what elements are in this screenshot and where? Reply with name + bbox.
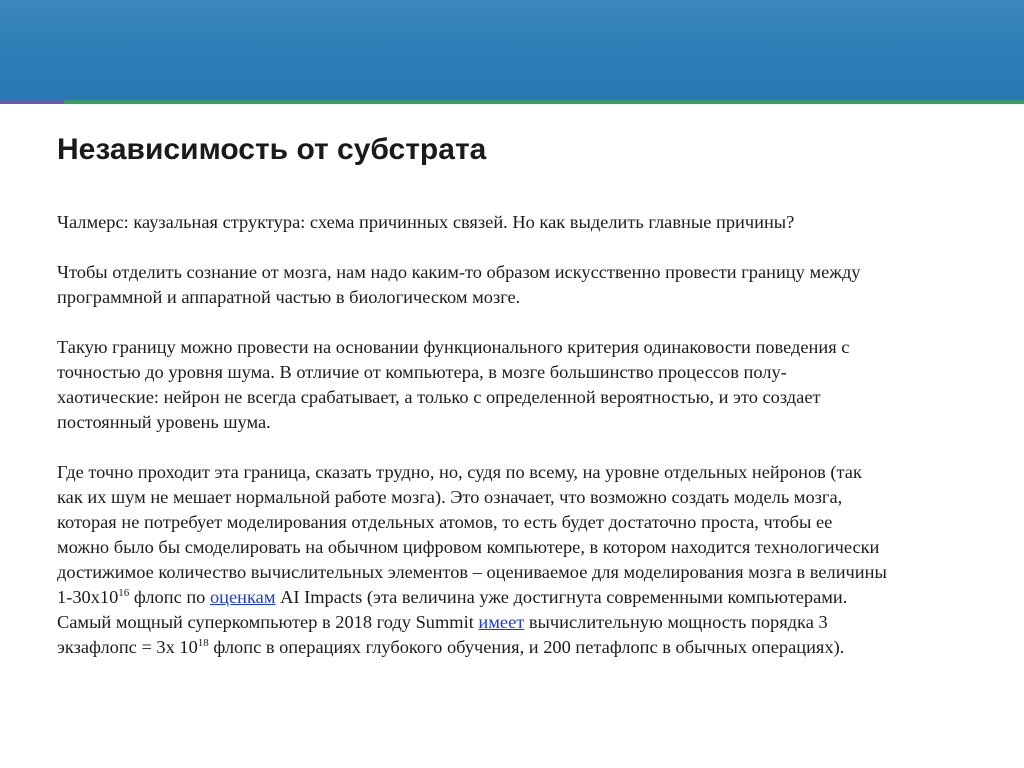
- slide-title: Независимость от субстрата: [57, 133, 487, 166]
- summit-has-link[interactable]: имеет: [478, 612, 525, 632]
- paragraph-brain-model: [57, 460, 887, 660]
- paragraph-text-part: флопс в операциях глубокого обучения, и 200 петафлопс в обычных операциях).: [208, 637, 845, 657]
- paragraph-text-part: AI Impacts (эта величина уже достигнута современными компьютерами. Самый мощный суперкомпьютер в 2018 году Summit: [57, 587, 848, 632]
- exponent: 16: [118, 587, 130, 599]
- paragraph-separation: Чтобы отделить сознание от мозга, нам надо каким-то образом искусственно провести границу между программной и аппаратной частью в биологическом мозге.: [57, 262, 861, 307]
- paragraph-text-part: вычислительную мощность порядка 3 экзафлопс = 3x 10: [57, 612, 828, 657]
- estimates-link[interactable]: оценкам: [209, 587, 276, 607]
- paragraph-text-part: Где точно проходит эта граница, сказать трудно, но, судя по всему, на уровне отдельных нейронов (так как их шум не мешает нормальной работе мозга). Это означает, что возможно создать модель мозга, которая не потребует моделирования отдельных атомов, то есть будет достаточно проста, чтобы ее можно было бы смоделировать на обычном цифровом компьютере, в котором находится технологически достижимое количество вычислительных элементов – оцениваемое для моделирования мозга в величины 1-30x10: [57, 462, 887, 607]
- header-stripe-accent: [0, 100, 64, 104]
- header-stripe: [0, 100, 1024, 104]
- slide-body: [57, 210, 887, 660]
- paragraph-text-part: флопс по: [129, 587, 210, 607]
- paragraph-chalmers: Чалмерс: каузальная структура: схема причинных связей. Но как выделить главные причины?: [57, 212, 795, 232]
- header-band: [0, 0, 1024, 100]
- paragraph-noise-criterion: Такую границу можно провести на основании функционального критерия одинаковости поведения с точностью до уровня шума. В отличие от компьютера, в мозге большинство процессов полу-хаотические: нейрон не всегда срабатывает, а только с определенной вероятностью, и это создает постоянный уровень шума.: [57, 337, 850, 432]
- exponent: 18: [197, 637, 209, 649]
